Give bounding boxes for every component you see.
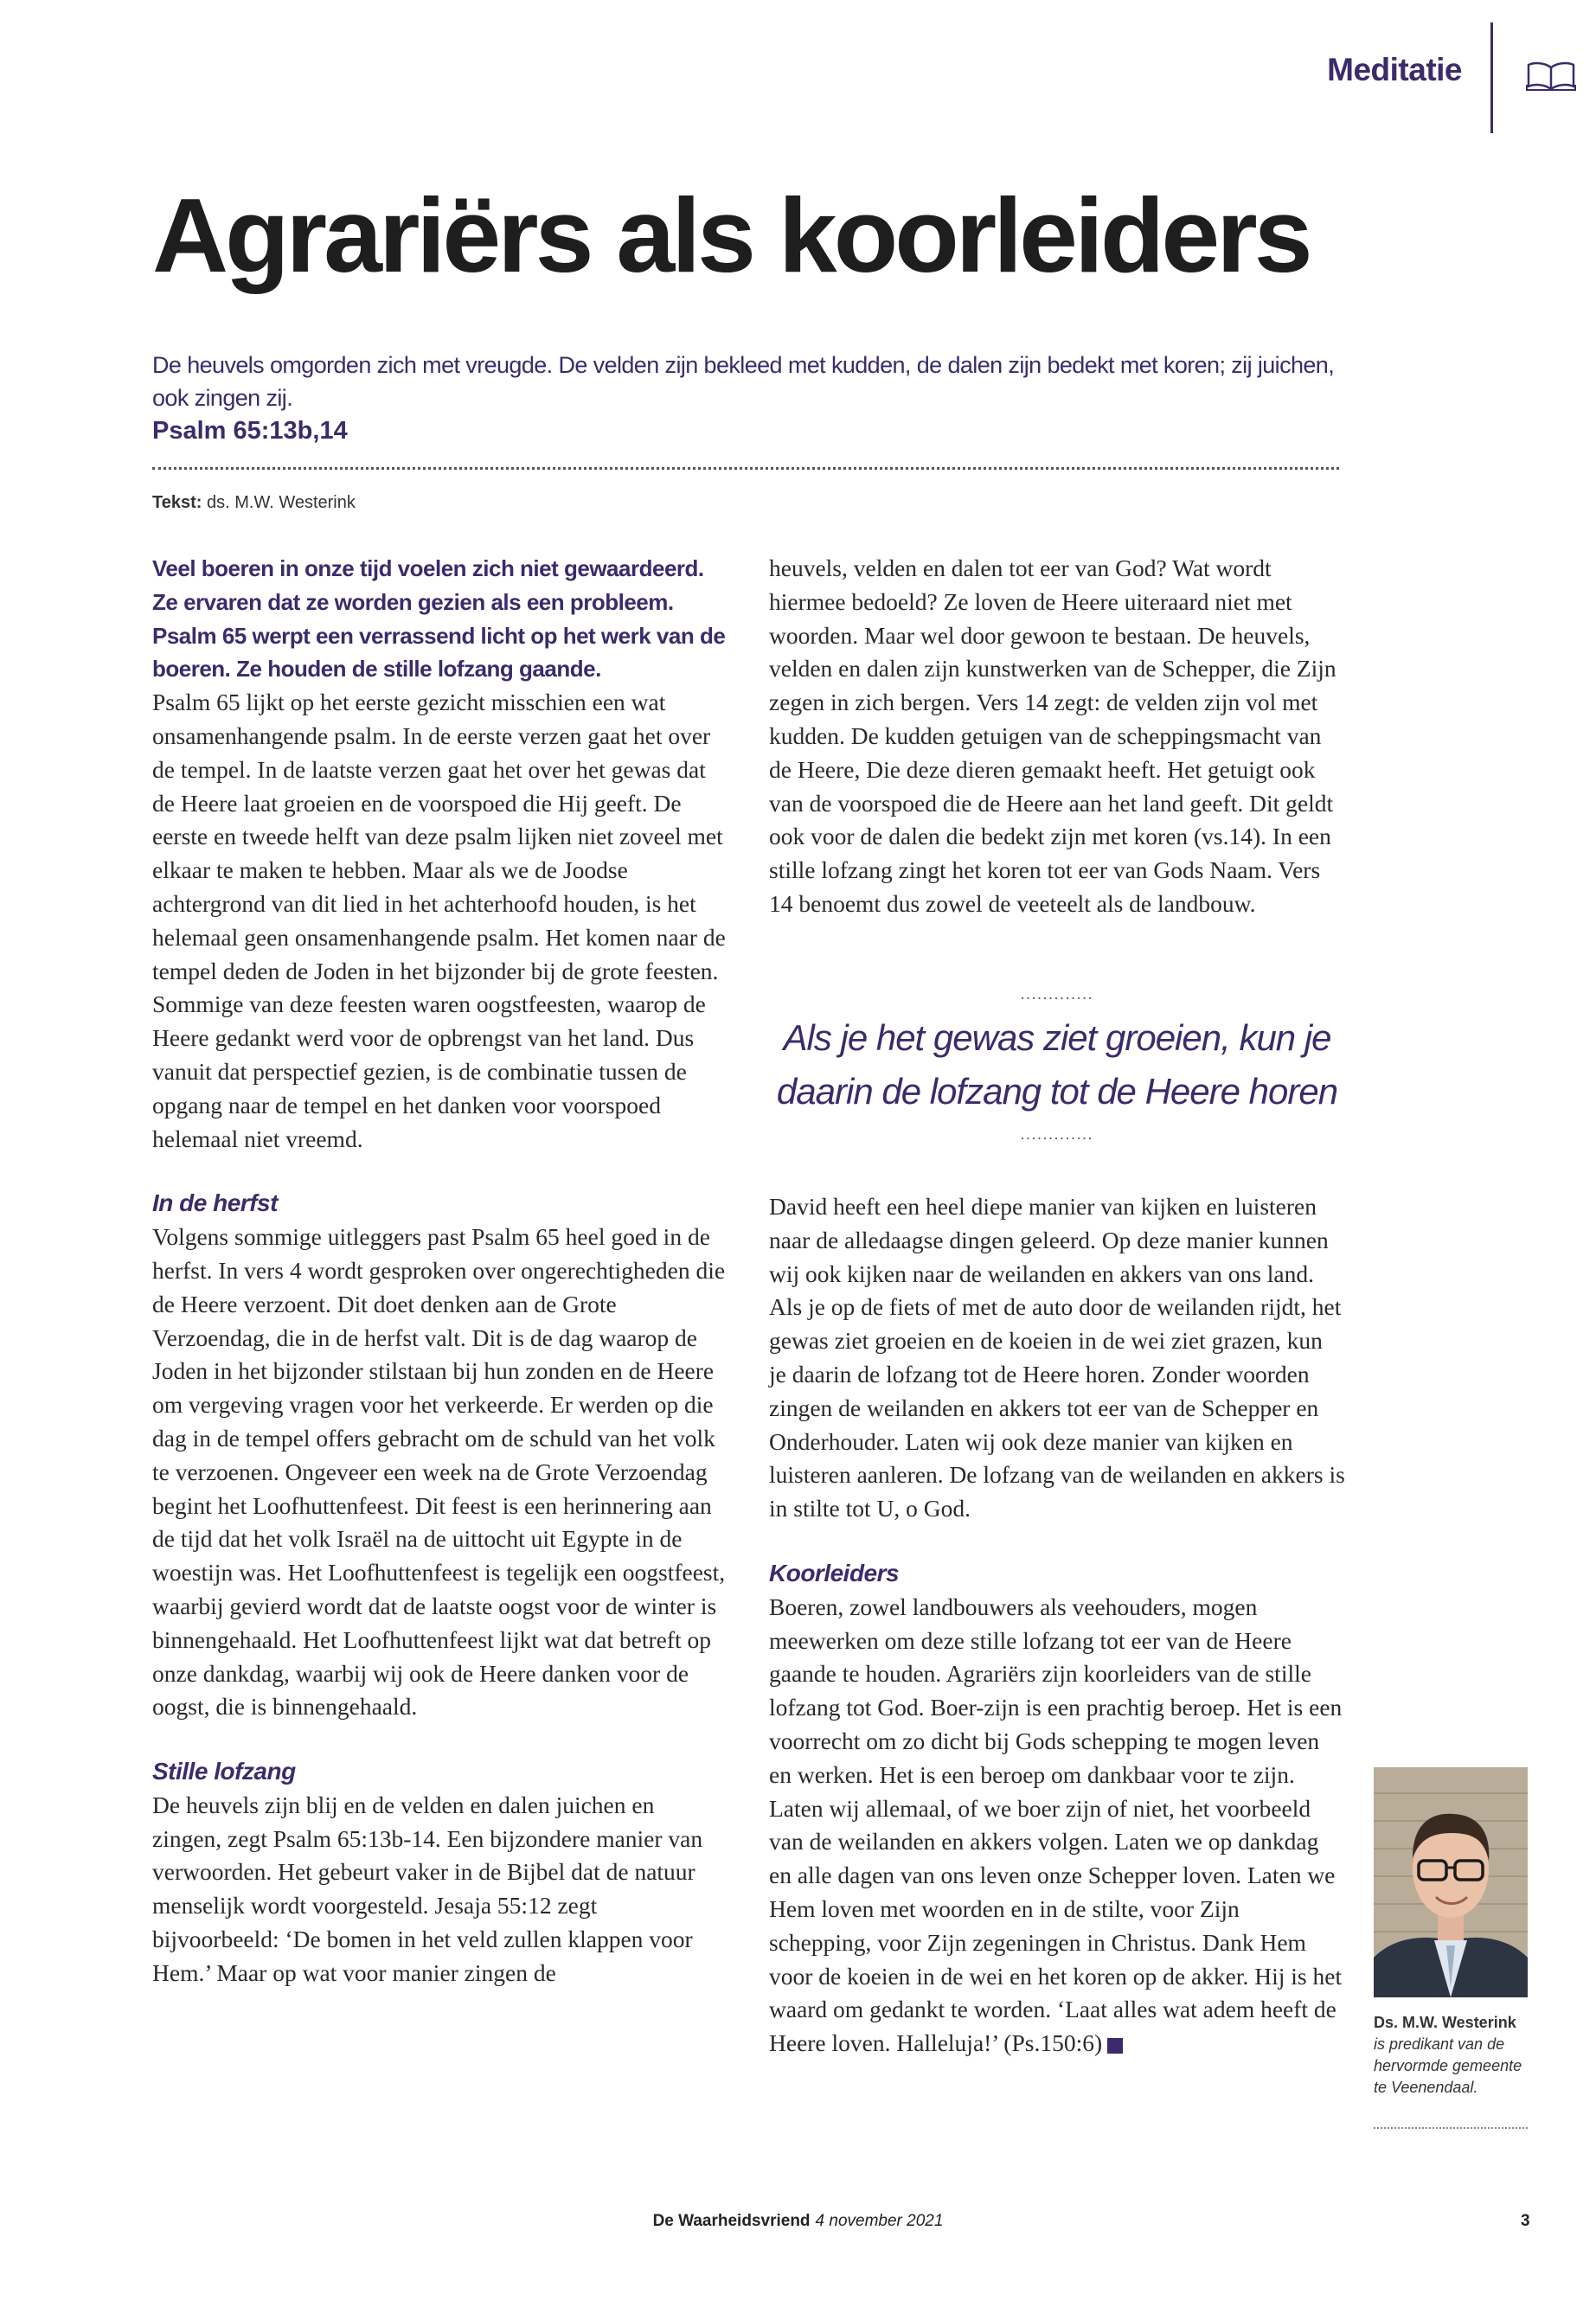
pull-quote-box bbox=[769, 985, 1345, 1143]
publication-date: 4 november 2021 bbox=[815, 2212, 944, 2230]
byline-author: ds. M.W. Westerink bbox=[206, 493, 356, 512]
body-paragraph-5-text: Boeren, zowel landbouwers als veehouders, mogen meewerken om deze stille lofzang tot eer van de Heere gaande te houden. Agrariërs zijn koorleiders van de stille lofzang tot God. Boer-zijn is een prachtig beroep. Het is een voorrecht om zo dicht bij Gods schepping te mogen leven en werken. Het is een beroep om dankbaar voor te zijn. Laten wij allemaal, of we boer zijn of niet, het voorbeeld van de weilanden en akkers volgen. Laten we op dankdag en alle dagen van ons leven onze Schepper loven. Laten we Hem loven met woorden en in de stilte, voor Zijn schepping, voor Zijn zegeningen in Christus. Dank Hem voor de koeien in de wei en het koren op de akker. Hij is het waard om gedankt te worden. ‘Laat alles wat adem heeft de Heere loven. Halleluja!’ (Ps.150:6) bbox=[769, 1593, 1343, 2057]
subheading-koorleiders: Koorleiders bbox=[769, 1559, 900, 1586]
section-divider bbox=[1490, 22, 1493, 133]
subheading-herfst: In de herfst bbox=[152, 1189, 278, 1217]
body-paragraph-4: David heeft een heel diepe manier van kijken en luisteren naar de alledaagse dingen geleerd. Op deze manier kunnen wij ook kijken naar de weilanden en akkers van ons land. Als je op de fiets of met de auto door de weilanden rijdt, het gewas ziet groeien en de koeien in de wei ziet grazen, kun je daarin de lofzang tot de Heere horen. Zonder woorden zingen de weilanden en akkers tot eer van de Schepper en Onderhouder. Laten wij ook deze manier van kijken en luisteren aanleren. De lofzang van de weilanden en akkers is in stilte tot U, o God. bbox=[769, 1193, 1345, 1522]
author-caption bbox=[1374, 2012, 1529, 2099]
column-left bbox=[152, 552, 728, 1990]
body-paragraph-2: Volgens sommige uitleggers past Psalm 65 heel goed in de herfst. In vers 4 wordt gesproken over ongerechtigheden die de Heere verzoent. Dit doet denken aan de Grote Verzoendag, die in de herfst valt. Dit is de dag waarop de Joden in het bijzonder stilstaan bij hun zonden en de Heere om vergeving vragen voor het verkeerde. Er werden op die dag in de tempel offers gebracht om de schuld van het volk te verzoenen. Ongeveer een week na de Grote Verzoendag begint het Loofhuttenfeest. Dit feest is een herinnering aan de tijd dat het volk Israël na de uittocht uit Egypte in de woestijn was. Het Loofhuttenfeest is tegelijk een oogstfeest, waarbij gevierd wordt dat de laatste oogst voor de winter is binnengehaald. Het Loofhuttenfeest lijkt wat dat betreft op onze dankdag, waarbij wij ook de Heere danken voor de oogst, die is binnengehaald. bbox=[152, 1223, 726, 1721]
section-label: Meditatie bbox=[1327, 52, 1462, 87]
open-book-icon bbox=[1525, 59, 1577, 93]
page-number: 3 bbox=[1521, 2212, 1530, 2230]
author-role: is predikant van de hervormde gemeente te Veenendaal. bbox=[1374, 2035, 1522, 2096]
pull-quote-dots-bottom: ............. bbox=[1020, 1125, 1094, 1143]
dotted-divider bbox=[152, 467, 1339, 470]
page-footer bbox=[0, 2212, 1596, 2231]
publication-name: De Waarheidsvriend bbox=[652, 2212, 811, 2230]
column-right bbox=[769, 552, 1345, 924]
byline bbox=[152, 493, 356, 513]
pull-quote-dots-top: ............. bbox=[1020, 985, 1094, 1003]
body-paragraph-1: Psalm 65 lijkt op het eerste gezicht misschien een wat onsamenhangende psalm. In de eerste verzen gaat het over de tempel. In de laatste verzen gaat het over het gewas dat de Heere laat groeien en de voorspoed die Hij geeft. De eerste en tweede helft van deze psalm lijken niet zoveel met elkaar te maken te hebben. Maar als we de Joodse achtergrond van dit lied in het achterhoofd houden, is het helemaal geen onsamenhangende psalm. Het komen naar de tempel deden de Joden in het bijzonder bij de grote feesten. Sommige van deze feesten waren oogstfeesten, waarop de Heere gedankt werd voor de opbrengst van het land. Dus vanuit dat perspectief gezien, is de combinatie tussen de opgang naar de tempel en het danken voor voorspoed helemaal niet vreemd. bbox=[152, 689, 726, 1152]
intro-quote: De heuvels omgorden zich met vreugde. De velden zijn bekleed met kudden, de dalen zijn bedekt met koren; zij juichen, ook zingen zij. bbox=[152, 352, 1335, 411]
end-mark-icon bbox=[1107, 2038, 1123, 2054]
column-right-lower bbox=[769, 1190, 1345, 2061]
subheading-stille-lofzang: Stille lofzang bbox=[152, 1758, 296, 1785]
author-photo bbox=[1374, 1767, 1528, 1997]
lead-paragraph: Veel boeren in onze tijd voelen zich niet gewaardeerd. Ze ervaren dat ze worden gezien als een probleem. Psalm 65 werpt een verrassend licht op het werk van de boeren. Ze houden de stille lofzang gaande. bbox=[152, 555, 726, 683]
body-paragraph-3: De heuvels zijn blij en de velden en dalen juichen en zingen, zegt Psalm 65:13b-14. Een bijzondere manier van verwoorden. Het gebeurt vaker in de Bijbel dat de natuur menselijk wordt voorgesteld. Jesaja 55:12 zegt bijvoorbeeld: ‘De bomen in het veld zullen klappen voor Hem.’ Maar op wat voor manier zingen de bbox=[152, 1791, 703, 1986]
article-title: Agrariërs als koorleiders bbox=[152, 176, 1310, 294]
body-paragraph-3-continued: heuvels, velden en dalen tot eer van God? Wat wordt hiermee bedoeld? Ze loven de Heere uiteraard niet met woorden. Maar wel door gewoon te bestaan. De heuvels, velden en dalen zijn kunstwerken van de Schepper, die Zijn zegen in zich bergen. Vers 14 zegt: de velden zijn vol met kudden. De kudden getuigen van de scheppingsmacht van de Heere, Die deze dieren gemaakt heeft. Het getuigt ook van de voorspoed die de Heere aan het land geeft. Dit geldt ook voor de dalen die bedekt zijn met koren (vs.14). In een stille lofzang zingt het koren tot eer van Gods Naam. Vers 14 benoemt dus zowel de veeteelt als de landbouw. bbox=[769, 554, 1336, 917]
author-name: Ds. M.W. Westerink bbox=[1374, 2014, 1516, 2031]
intro-reference: Psalm 65:13b,14 bbox=[152, 417, 348, 445]
byline-label: Tekst: bbox=[152, 493, 202, 512]
body-paragraph-5 bbox=[769, 1591, 1345, 2061]
pull-quote: Als je het gewas ziet groeien, kun je daarin de lofzang tot de Heere horen bbox=[776, 1017, 1338, 1112]
caption-divider bbox=[1374, 2127, 1528, 2129]
